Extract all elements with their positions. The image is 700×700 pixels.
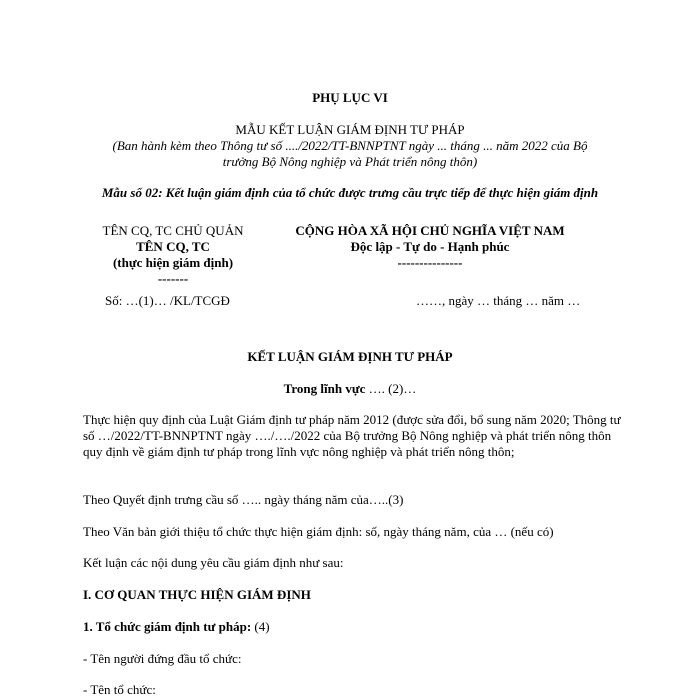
motto: Độc lập - Tự do - Hạnh phúc (350, 239, 510, 254)
national-title: CỘNG HÒA XÃ HỘI CHỦ NGHĨA VIỆT NAM (295, 223, 565, 238)
parent-agency-line: TÊN CQ, TC CHỦ QUẢN (102, 223, 244, 238)
item-head-of-organization: - Tên người đứng đầu tổ chức: (83, 651, 242, 666)
form-title: MẪU KẾT LUẬN GIÁM ĐỊNH TƯ PHÁP (235, 122, 465, 137)
field-value: …. (2)… (365, 381, 417, 396)
agency-name-line: TÊN CQ, TC (136, 239, 210, 254)
paragraph-decision: Theo Quyết định trưng cầu số ….. ngày tháng năm của…..(3) (83, 492, 404, 507)
right-divider: --------------- (397, 255, 463, 270)
field-label: Trong lĩnh vực (283, 381, 366, 396)
subsection-1-label: 1. Tổ chức giám định tư pháp: (83, 619, 252, 634)
field-line (0, 381, 700, 397)
issued-line-2: trưởng Bộ Nông nghiệp và Phát triển nông thôn) (222, 154, 478, 169)
subsection-1-note: (4) (251, 619, 270, 634)
doc-title: KẾT LUẬN GIÁM ĐỊNH TƯ PHÁP (247, 349, 453, 364)
document-number: Số: …(1)… /KL/TCGĐ (105, 293, 230, 308)
agency-role-line: (thực hiện giám định) (112, 255, 234, 270)
paragraph-legal-basis: Thực hiện quy định của Luật Giám định tư pháp năm 2012 (được sửa đổi, bổ sung năm 2020; Thông tư số …/2022/TT-BNNPTNT ngày …./…./2022 của Bộ trưởng Bộ Nông nghiệp và phát triển nông thôn quy định về giám định tư pháp trong lĩnh vực nông nghiệp và phát triển nông thôn; (83, 412, 621, 459)
section-1-heading: I. CƠ QUAN THỰC HIỆN GIÁM ĐỊNH (83, 587, 311, 602)
right-header (270, 223, 590, 271)
paragraph-conclusion-intro: Kết luận các nội dung yêu cầu giám định như sau: (83, 555, 344, 570)
paragraph-introduction: Theo Văn bản giới thiệu tổ chức thực hiện giám định: số, ngày tháng năm, của … (nếu có) (83, 524, 554, 539)
left-divider: ------- (157, 271, 189, 286)
date-place: ……, ngày … tháng … năm … (416, 293, 581, 308)
left-header (88, 223, 258, 287)
item-organization-name: - Tên tổ chức: (83, 682, 156, 697)
form-number: Mẫu số 02: Kết luận giám định của tổ chức được trưng cầu trực tiếp để thực hiện giám định (101, 185, 599, 200)
subsection-1 (83, 619, 623, 635)
issued-line-1: (Ban hành kèm theo Thông tư số ..../2022/TT-BNNPTNT ngày ... tháng ... năm 2022 của Bộ (112, 138, 588, 153)
appendix-title: PHỤ LỤC VI (312, 90, 388, 105)
